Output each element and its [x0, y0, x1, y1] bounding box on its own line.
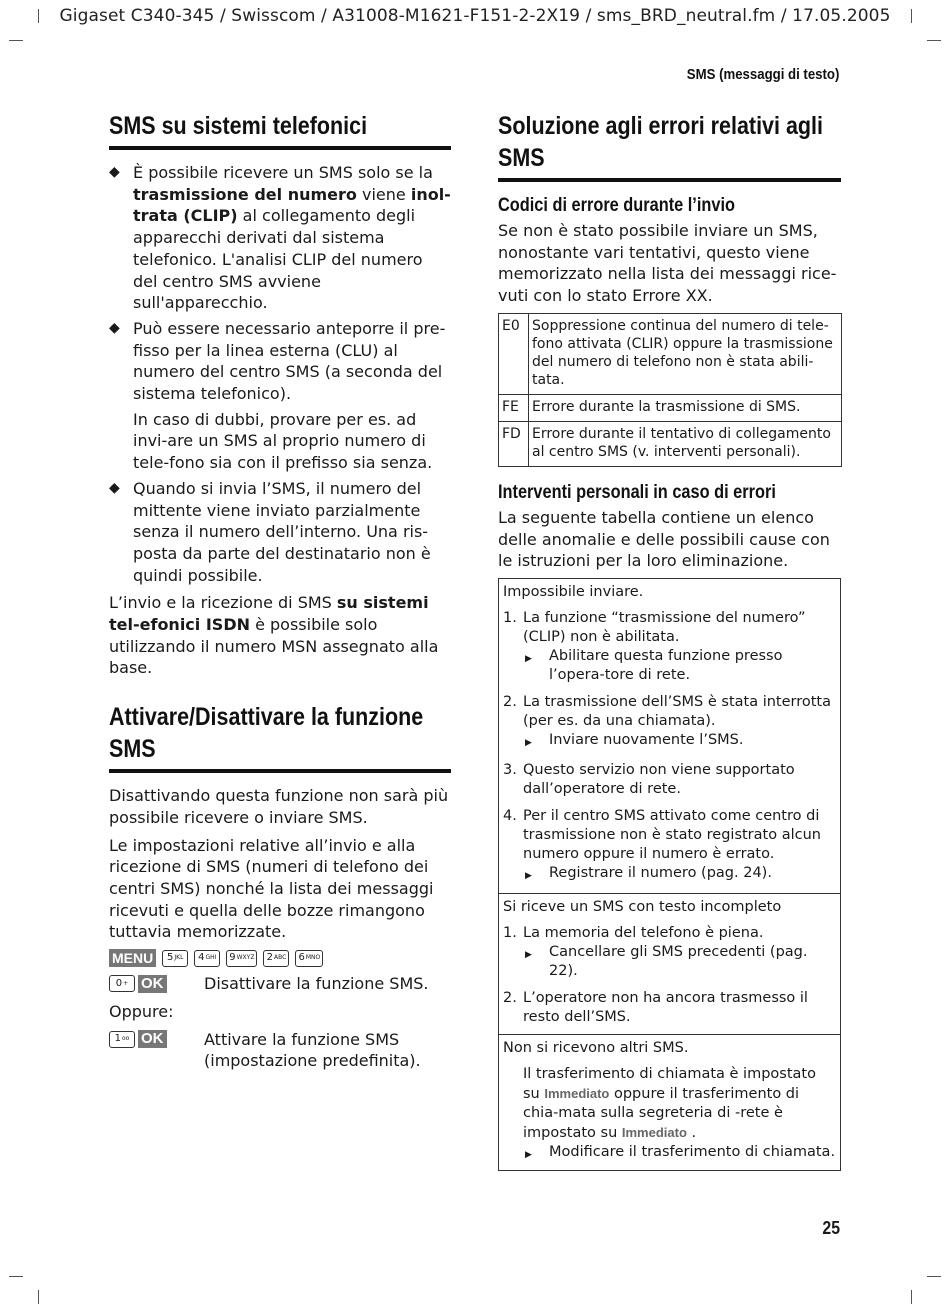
action-enable-text: Attivare la funzione SMS (impostazione predefinita). [204, 1029, 421, 1071]
heading-rule [109, 769, 451, 773]
paragraph-settings-kept: Le impostazioni relative all’invio e alla ricezione di SMS (numeri di telefono dei centri SMS) nonché la lista dei messaggi ricevuti e quella delle bozze rimangono tuttavia memorizzate. [109, 835, 434, 942]
triangle-arrow-icon: ▶ [525, 653, 532, 664]
list-item: 2. L’operatore non ha ancora trasmesso il resto dell’SMS. [503, 989, 808, 1025]
list-item: 1. La funzione “trasmissione del numero” (CLIP) non è abilitata. ▶ Abilitare questa funzione presso l’opera-tore di rete. [503, 609, 806, 683]
diamond-bullet-icon: ◆ [109, 319, 120, 336]
crop-mark [38, 1290, 39, 1304]
triangle-arrow-icon: ▶ [525, 870, 532, 881]
display-text: Immediato [544, 1085, 610, 1101]
running-section-title: SMS (messaggi di testo) [686, 66, 839, 83]
heading-toggle-sms: Attivare/Disattivare la funzione SMS [109, 703, 424, 764]
key-4[interactable]: 4 GHI [194, 950, 220, 967]
issue-cannot-send [499, 579, 840, 893]
issue-title: Impossibile inviare. [503, 583, 644, 600]
bullet-continuation: In caso di dubbi, provare per es. ad invi-are un SMS al proprio numero di tele-fono sia con il prefisso sia senza. [133, 409, 433, 473]
key-sequence [109, 949, 451, 967]
key-9[interactable]: 9 WXYZ [226, 950, 257, 967]
heading-troubleshooting: Soluzione agli errori relativi agli SMS [498, 112, 823, 172]
issue-incomplete-sms [499, 893, 840, 1034]
error-description: Soppressione continua del numero di tele-fono attivata (CLIR) oppure la trasmissione del numero di telefono non è stata abili-tata. [529, 313, 842, 394]
crop-mark [9, 40, 23, 41]
triangle-arrow-icon: ▶ [525, 737, 532, 748]
bullet-item: ◆ Può essere necessario anteporre il pre-fisso per la linea esterna (CLU) al numero del centro SMS (a seconda del sistema telefonico). [109, 318, 446, 404]
key-6[interactable]: 6 MNO [295, 950, 323, 967]
diamond-bullet-icon: ◆ [109, 479, 120, 496]
error-description: Errore durante la trasmissione di SMS. [529, 394, 842, 421]
issue-title: Non si ricevono altri SMS. [503, 1039, 689, 1056]
paragraph-error-intro: Se non è stato possibile inviare un SMS, nonostante vari tentativi, questo viene memorizzato nella lista dei messaggi rice-vuti con lo stato Errore XX. [498, 221, 837, 306]
paragraph-fixes-intro: La seguente tabella contiene un elenco delle anomalie e delle possibili cause con le istruzioni per la loro eliminazione. [498, 507, 830, 571]
error-codes-table [498, 313, 842, 467]
troubleshooting-table [498, 578, 841, 1171]
key-0[interactable]: 0 + [109, 975, 135, 992]
bullet-item: ◆ È possibile ricevere un SMS solo se la trasmissione del numero viene inol-trata (CLIP) al collegamento degli apparecchi derivati dal sistema telefonico. L'analisi CLIP del numero del centro SMS avviene sull'apparecchio. [109, 163, 451, 313]
crop-mark [9, 1276, 23, 1277]
action-disable [109, 973, 451, 995]
action-disable-text: Disattivare la funzione SMS. [204, 974, 429, 994]
triangle-arrow-icon: ▶ [525, 1149, 532, 1160]
display-text: Immediato [621, 1124, 687, 1140]
diamond-bullet-icon: ◆ [109, 164, 120, 180]
bullet-item: ◆ Quando si invia l’SMS, il numero del mittente viene inviato parzialmente senza il numero dell’interno. Una ris-posta da parte del destinatario non è quindi possibile. [109, 478, 431, 585]
list-item: 3. Questo servizio non viene supportato dall’operatore di rete. [503, 761, 795, 797]
triangle-arrow-icon: ▶ [525, 949, 532, 960]
ok-key[interactable]: OK [138, 1030, 167, 1048]
crop-mark [911, 1290, 912, 1304]
key-2[interactable]: 2 ABC [263, 950, 289, 967]
issue-explanation: Il trasferimento di chiamata è impostato su Immediato oppure il trasferimento di chia-mata sulla segreteria di -rete è impostato su Immediato . ▶ Modificare il trasferimento di chiamata. [503, 1065, 837, 1165]
error-code: FD [499, 421, 529, 466]
ok-key[interactable]: OK [138, 975, 167, 993]
issue-no-more-sms [499, 1034, 840, 1170]
key-5[interactable]: 5 JKL [162, 950, 188, 967]
menu-key[interactable]: MENU [109, 949, 156, 967]
left-column [109, 110, 451, 1078]
document-header: Gigaset C340-345 / Swisscom / A31008-M1621-F151-2-2X19 / sms_BRD_neutral.fm / 17.05.2005 [59, 6, 891, 26]
error-code: FE [499, 394, 529, 421]
list-item: 2. La trasmissione dell’SMS è stata interrotta (per es. da una chiamata). ▶ Inviare nuovamente l’SMS. [503, 693, 837, 753]
right-column [498, 110, 841, 1171]
crop-mark [927, 40, 941, 41]
subheading-personal-fixes: Interventi personali in caso di errori [498, 481, 776, 503]
heading-rule [109, 146, 451, 150]
table-row [499, 394, 842, 421]
key-1[interactable]: 1 oo [109, 1031, 135, 1048]
error-description: Errore durante il tentativo di collegamento al centro SMS (v. interventi personali). [529, 421, 842, 466]
action-enable [109, 1029, 451, 1072]
paragraph-isdn: L’invio e la ricezione di SMS su sistemi tel-efonici ISDN è possibile solo utilizzando il numero MSN assegnato alla base. [109, 593, 439, 678]
issue-title: Si riceve un SMS con testo incompleto [503, 898, 782, 915]
heading-sms-phone-systems: SMS su sistemi telefonici [109, 112, 368, 140]
table-row [499, 421, 842, 466]
crop-mark [927, 1276, 941, 1277]
list-item: 1. La memoria del telefono è piena. ▶ Cancellare gli SMS precedenti (pag. 22). [503, 924, 808, 979]
or-label: Oppure: [109, 1001, 174, 1021]
heading-rule [498, 178, 841, 182]
table-row [499, 313, 842, 394]
page-number: 25 [822, 1218, 840, 1238]
paragraph-disable-info: Disattivando questa funzione non sarà più possibile ricevere o inviare SMS. [109, 786, 449, 827]
list-item: 4. Per il centro SMS attivato come centro di trasmissione non è stato registrato alcun numero oppure il numero è errato. ▶ Registrare il numero (pag. 24). [503, 807, 837, 886]
subheading-error-codes: Codici di errore durante l’invio [498, 195, 735, 216]
error-code: E0 [499, 313, 529, 394]
